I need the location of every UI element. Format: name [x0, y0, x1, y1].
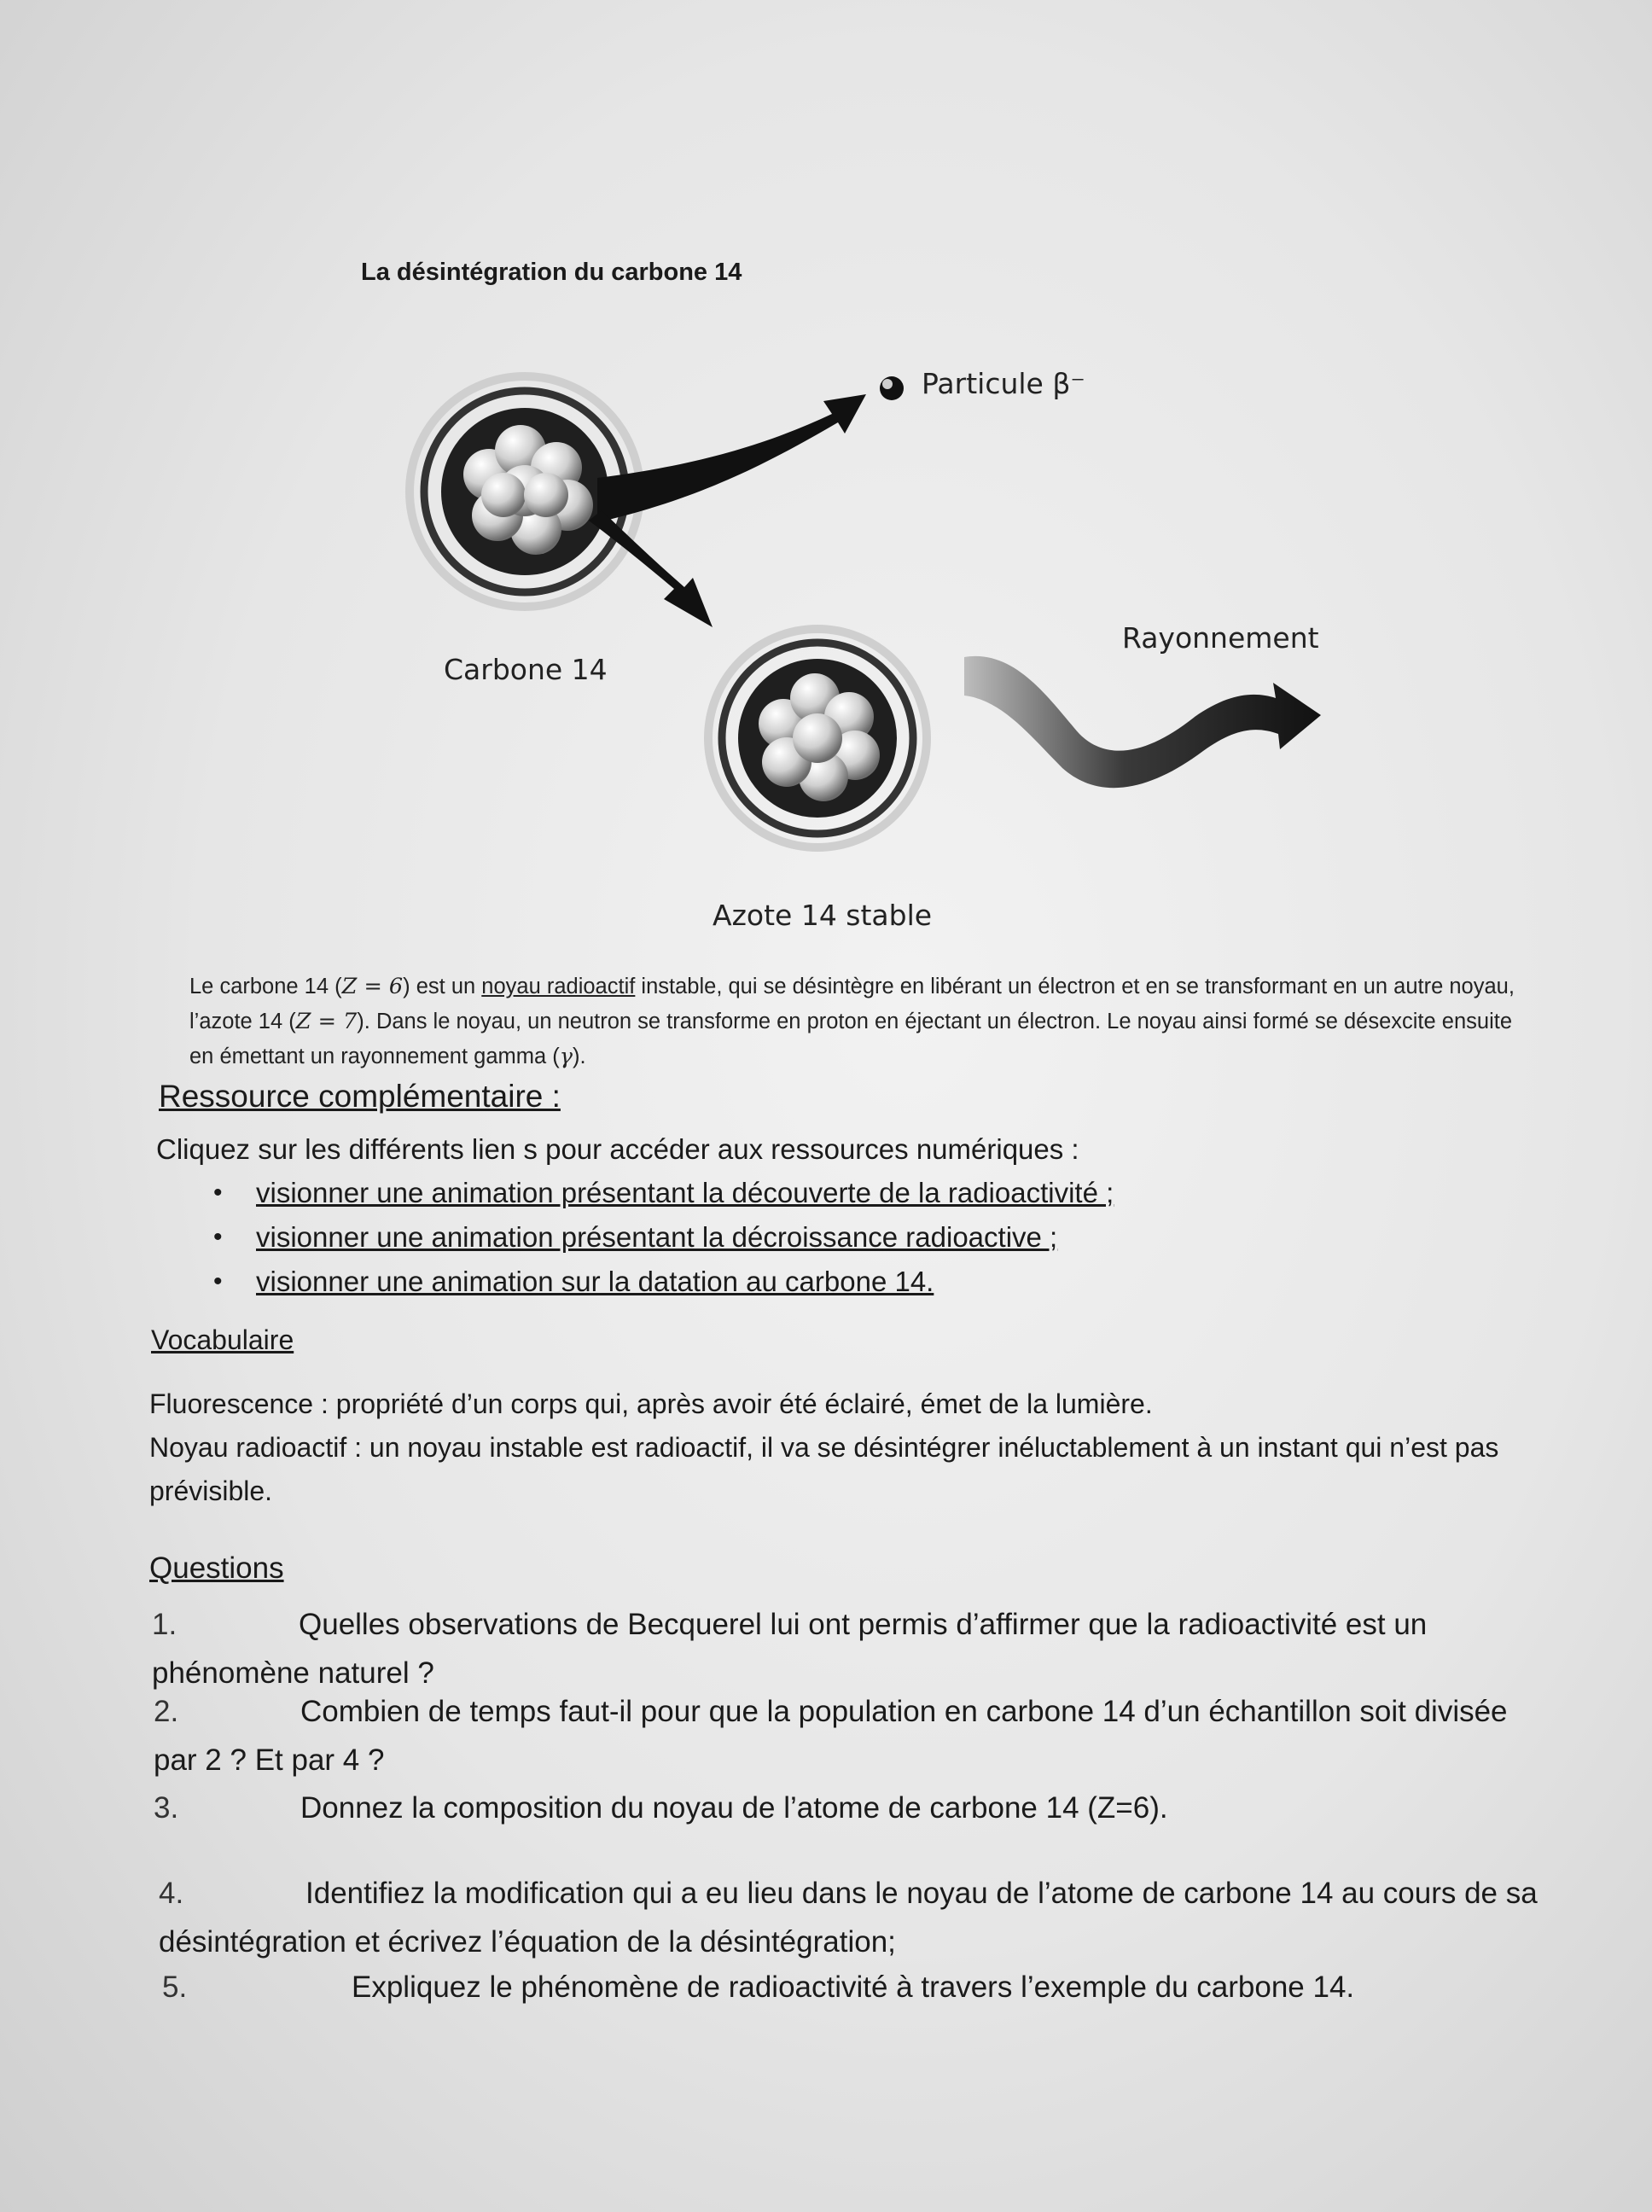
- question-5: 5. Expliquez le phénomène de radioactivité à travers l’exemple du carbone 14.: [162, 1970, 1355, 2004]
- figure-caption: Le carbone 14 (Z = 6) est un noyau radioactif instable, qui se désintègre en libérant un électron et en se transformant en un autre noyau, l’azote 14 (Z = 7). Dans le noyau, un neutron se transforme en proton en éjectant un électron. Le noyau ainsi formé se désexcite ensuite en émettant un rayonnement gamma (γ).: [189, 974, 1515, 1069]
- radiation-label: Rayonnement: [1122, 621, 1319, 655]
- link-dating-animation[interactable]: visionner une animation sur la datation au carbone 14.: [256, 1266, 934, 1297]
- carbon-14-label: Carbone 14: [444, 653, 608, 686]
- resource-heading: Ressource complémentaire :: [159, 1079, 561, 1114]
- beta-particle-icon: [880, 376, 904, 400]
- list-item: [213, 1171, 1114, 1215]
- list-item: [213, 1215, 1114, 1260]
- link-discovery-animation[interactable]: visionner une animation présentant la découverte de la radioactivité ;: [256, 1177, 1114, 1208]
- nitrogen-14-nucleus: [708, 629, 927, 847]
- decay-diagram: [0, 0, 1652, 939]
- link-decay-animation[interactable]: visionner une animation présentant la décroissance radioactive ;: [256, 1221, 1058, 1253]
- vocabulary-list: [149, 1382, 1515, 1513]
- radioactive-nucleus-link[interactable]: noyau radioactif: [481, 975, 636, 998]
- question-3: 3. Donnez la composition du noyau de l’atome de carbone 14 (Z=6).: [154, 1791, 1168, 1825]
- question-1: 1. Quelles observations de Becquerel lui ont permis d’affirmer que la radioactivité est un phénomène naturel ?: [152, 1608, 1428, 1690]
- list-item: [213, 1260, 1114, 1304]
- radiation-wave-icon: [964, 656, 1321, 788]
- question-4: 4. Identifiez la modification qui a eu lieu dans le noyau de l’atome de carbone 14 au cours de sa désintégration et écrivez l’équation de la désintégration;: [159, 1877, 1538, 1959]
- nitrogen-14-label: Azote 14 stable: [713, 899, 933, 932]
- beta-particle-label: Particule β⁻: [922, 367, 1085, 400]
- question-2: 2. Combien de temps faut-il pour que la population en carbone 14 d’un échantillon soit divisée par 2 ? Et par 4 ?: [154, 1695, 1508, 1777]
- resource-intro: Cliquez sur les différents lien s pour accéder aux ressources numériques :: [156, 1133, 1079, 1165]
- vocabulary-heading: Vocabulaire: [151, 1324, 294, 1355]
- resource-links: [213, 1171, 1114, 1304]
- figure-title: La désintégration du carbone 14: [361, 259, 742, 286]
- vocabulary-fluorescence: Fluorescence : propriété d’un corps qui, après avoir été éclairé, émet de la lumière.: [149, 1388, 1153, 1419]
- questions-heading: Questions: [149, 1551, 284, 1585]
- vocabulary-radioactive-nucleus: Noyau radioactif : un noyau instable est radioactif, il va se désintégrer inéluctablement à un instant qui n’est pas prévisible.: [149, 1432, 1499, 1506]
